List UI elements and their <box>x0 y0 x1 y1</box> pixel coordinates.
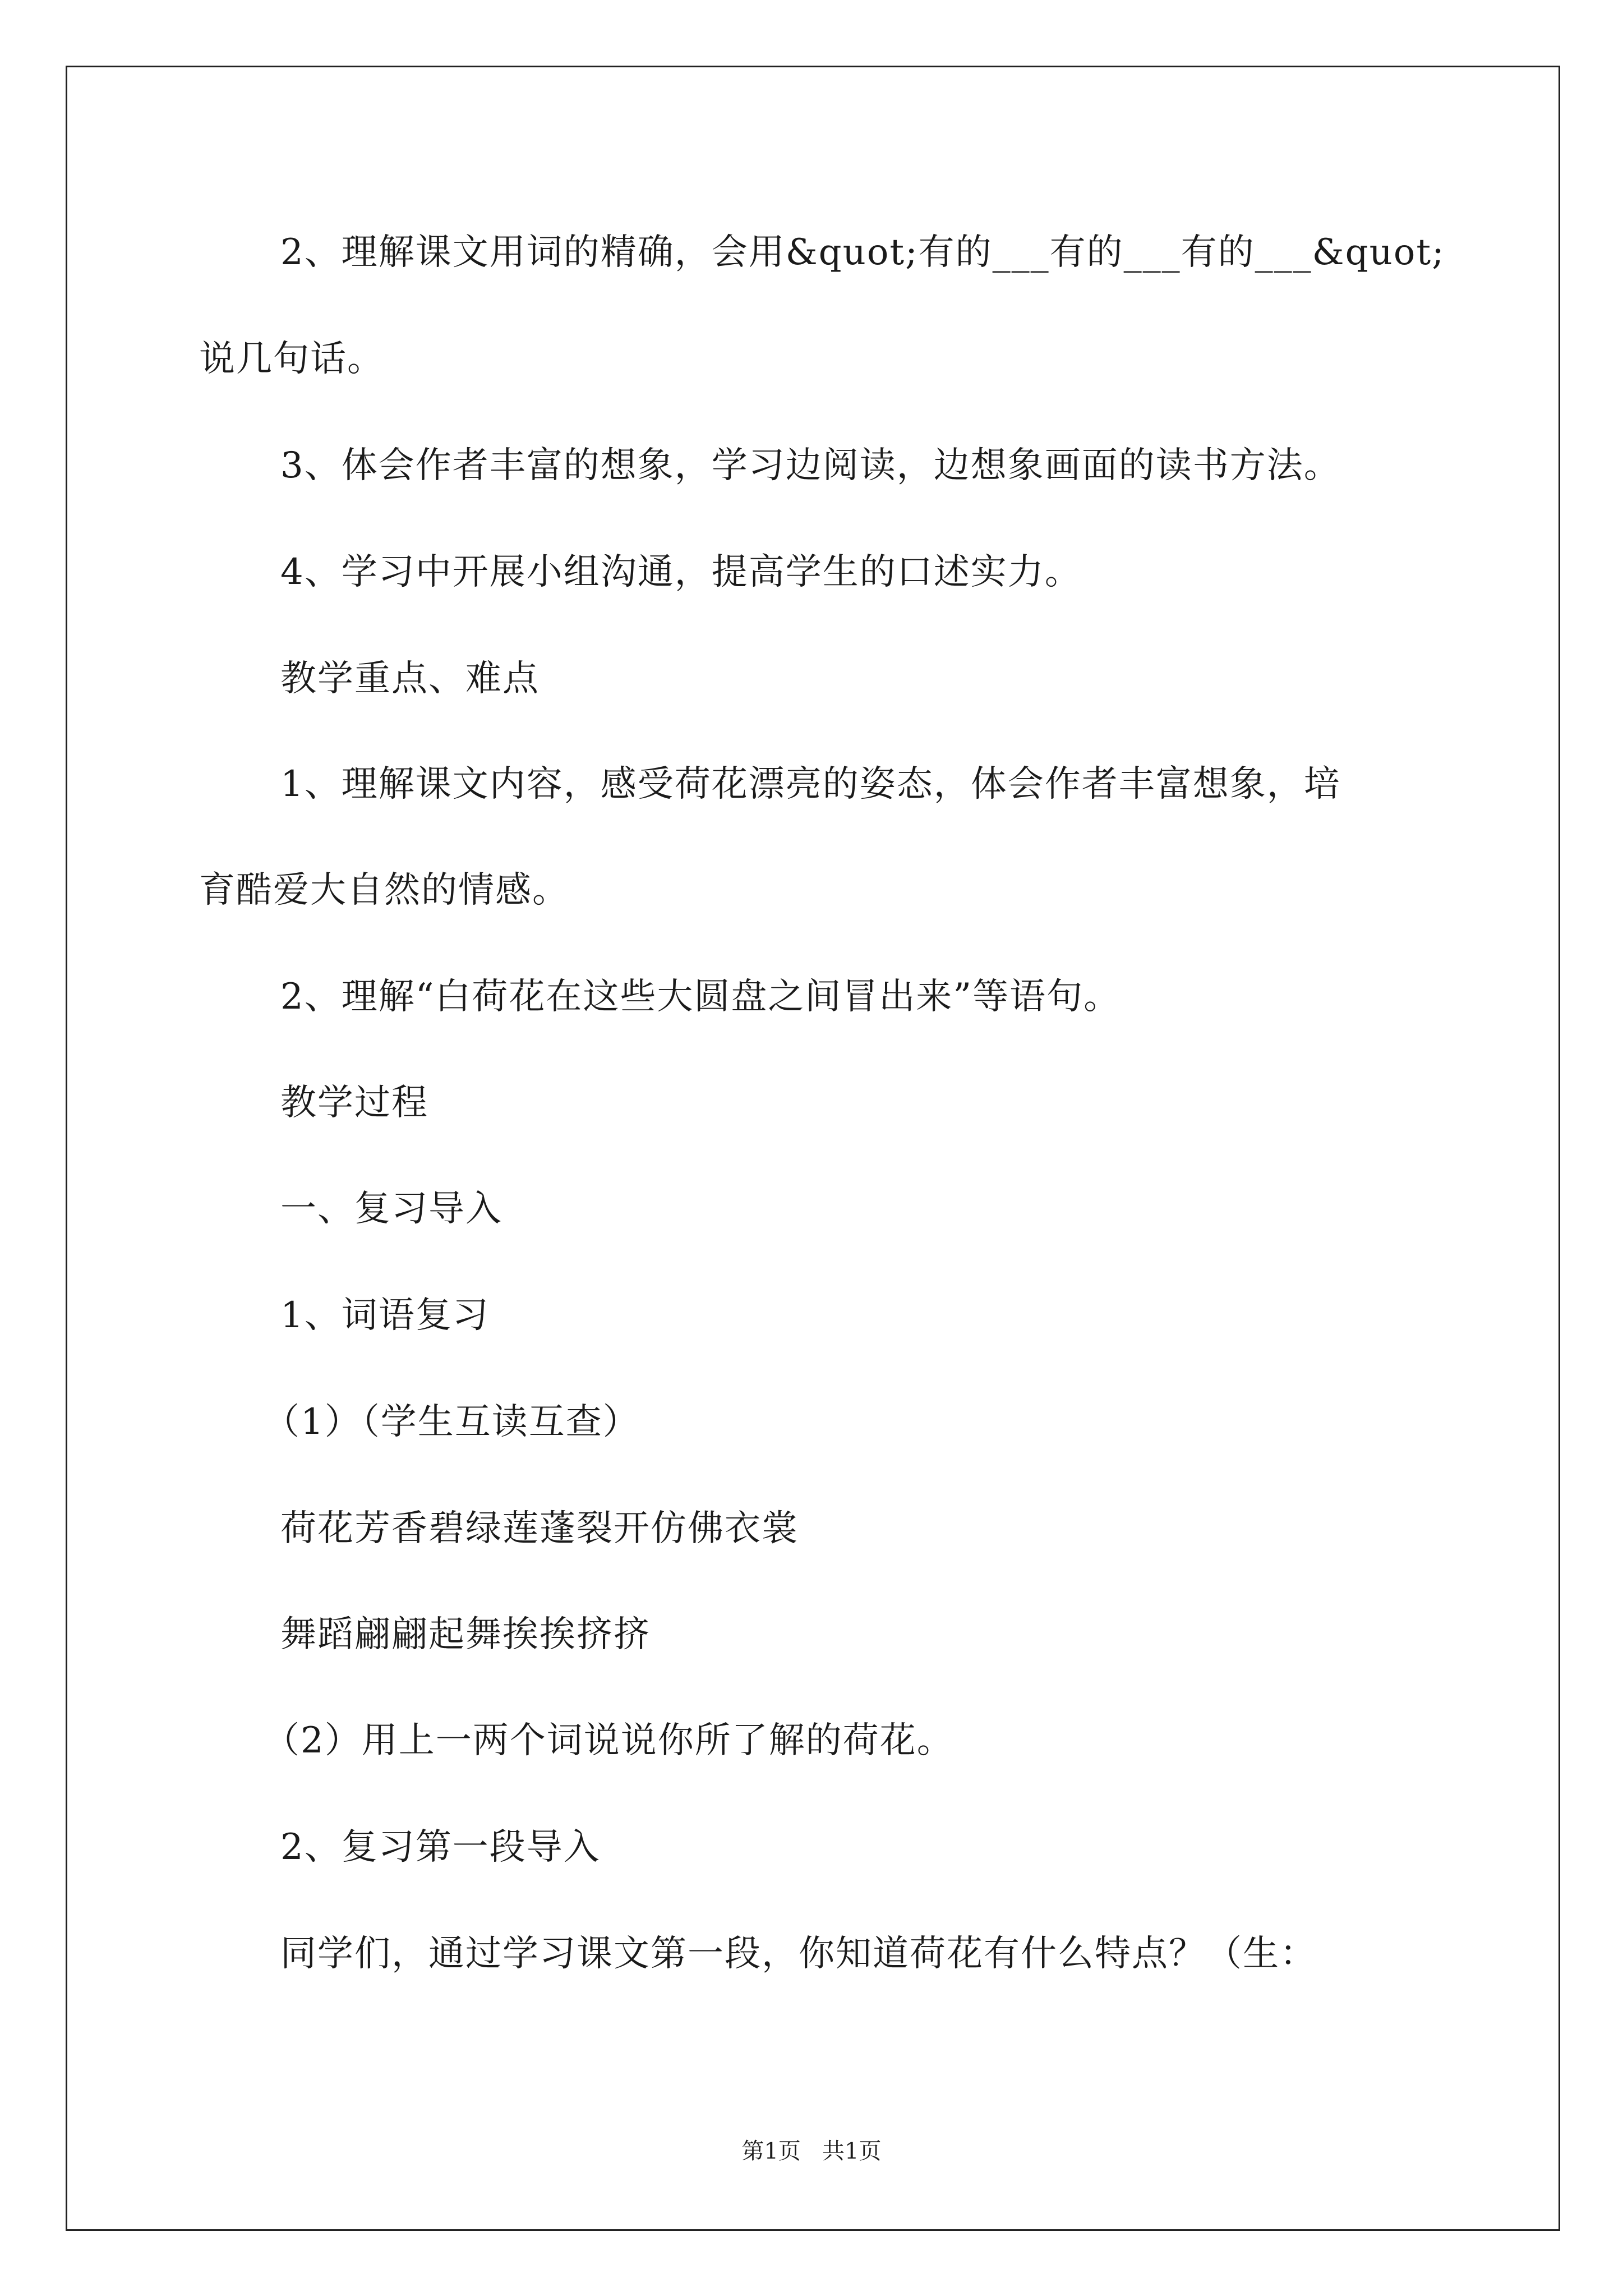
page-number-footer: 第1页 共1页 <box>741 2138 882 2164</box>
paragraph-key-point-1: 1、理解课文内容，感受荷花漂亮的姿态，体会作者丰富想象，培 <box>280 763 1341 805</box>
paragraph-objective-4: 4、学习中开展小组沟通，提高学生的口述实力。 <box>280 551 1082 593</box>
subheading-review-intro: 一、复习导入 <box>280 1188 502 1230</box>
paragraph-objective-3: 3、体会作者丰富的想象，学习边阅读，边想象画面的读书方法。 <box>280 445 1341 486</box>
paragraph-vocab-review: 1、词语复习 <box>280 1295 490 1336</box>
paragraph-objective-2: 2、理解课文用词的精确，会用&quot;有的___有的___有的___&quot; <box>280 232 1445 273</box>
paragraph-review-section-1: 2、复习第一段导入 <box>280 1826 601 1868</box>
paragraph-use-words: （2）用上一两个词说说你所了解的荷花。 <box>264 1720 954 1761</box>
paragraph-key-point-1-continued: 育酷爱大自然的情感。 <box>199 869 569 911</box>
paragraph-word-list-1: 荷花芳香碧绿莲蓬裂开仿佛衣裳 <box>280 1508 799 1549</box>
paragraph-key-point-2: 2、理解“白荷花在这些大圆盘之间冒出来”等语句。 <box>280 976 1121 1018</box>
page-border <box>66 66 1560 2231</box>
paragraph-peer-check: （1）（学生互读互查） <box>264 1401 640 1443</box>
paragraph-word-list-2: 舞蹈翩翩起舞挨挨挤挤 <box>280 1614 651 1655</box>
paragraph-question: 同学们，通过学习课文第一段，你知道荷花有什么特点？（生： <box>280 1933 1317 1975</box>
paragraph-objective-2-continued: 说几句话。 <box>199 338 384 380</box>
section-heading-process: 教学过程 <box>280 1082 428 1124</box>
section-heading-key-points: 教学重点、难点 <box>280 658 540 700</box>
